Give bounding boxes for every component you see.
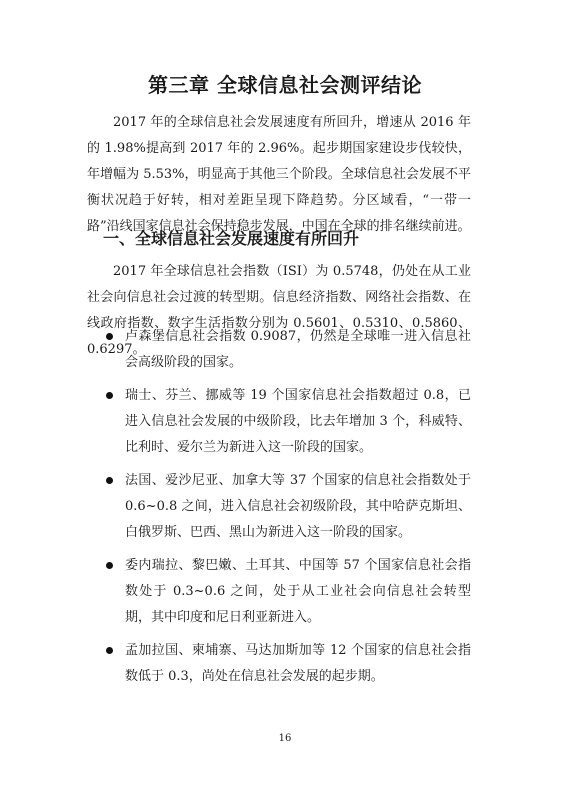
bullet-icon: [106, 333, 113, 340]
list-item: [87, 553, 471, 631]
section-paragraph: 2017 年全球信息社会指数（ISI）为 0.5748，仍处在从工业社会向信息社会过渡的转型期。信息经济指数、网络社会指数、在线政府指数、数字生活指数分别为 0.5601、0.5310、0.5860、0.6297。: [87, 264, 471, 357]
list-item: [87, 638, 471, 690]
section-heading: 一、全球信息社会发展速度有所回升: [103, 229, 360, 248]
bullet-icon: [106, 477, 113, 484]
bullet-list: [87, 324, 471, 697]
list-item-text: 卢森堡信息社会指数 0.9087，仍然是全球唯一进入信息社会高级阶段的国家。: [125, 329, 471, 370]
list-item-text: 瑞士、芬兰、挪威等 19 个国家信息社会指数超过 0.8，已进入信息社会发展的中级阶段，比去年增加 3 个，科威特、比利时、爱尔兰为新进入这一阶段的国家。: [125, 388, 471, 455]
list-item: [87, 468, 471, 546]
list-item: [87, 324, 471, 376]
list-item-text: 孟加拉国、柬埔寨、马达加斯加等 12 个国家的信息社会指数低于 0.3，尚处在信息社会发展的起步期。: [125, 643, 471, 684]
bullet-icon: [106, 392, 113, 399]
list-item-text: 法国、爱沙尼亚、加拿大等 37 个国家的信息社会指数处于 0.6~0.8 之间，进入信息社会初级阶段，其中哈萨克斯坦、白俄罗斯、巴西、黑山为新进入这一阶段的国家。: [125, 473, 471, 540]
bullet-icon: [106, 647, 113, 654]
page-number: 16: [278, 733, 292, 744]
list-item-text: 委内瑞拉、黎巴嫩、土耳其、中国等 57 个国家信息社会指数处于 0.3~0.6 之间，处于从工业社会向信息社会转型期，其中印度和尼日利亚新进入。: [125, 558, 471, 625]
bullet-icon: [106, 562, 113, 569]
chapter-title: 第三章 全球信息社会测评结论: [148, 73, 422, 97]
intro-paragraph: 2017 年的全球信息社会发展速度有所回升，增速从 2016 年的 1.98%提高到 2017 年的 2.96%。起步期国家建设步伐较快，年增幅为 5.53%，明显高于其他三个阶段。全球信息社会发展不平衡状况趋于好转，相对差距呈现下降趋势。分区域看，“一带一路”沿线国家信息社会保持稳步发展，中国在全球的排名继续前进。: [87, 115, 471, 234]
list-item: [87, 383, 471, 461]
